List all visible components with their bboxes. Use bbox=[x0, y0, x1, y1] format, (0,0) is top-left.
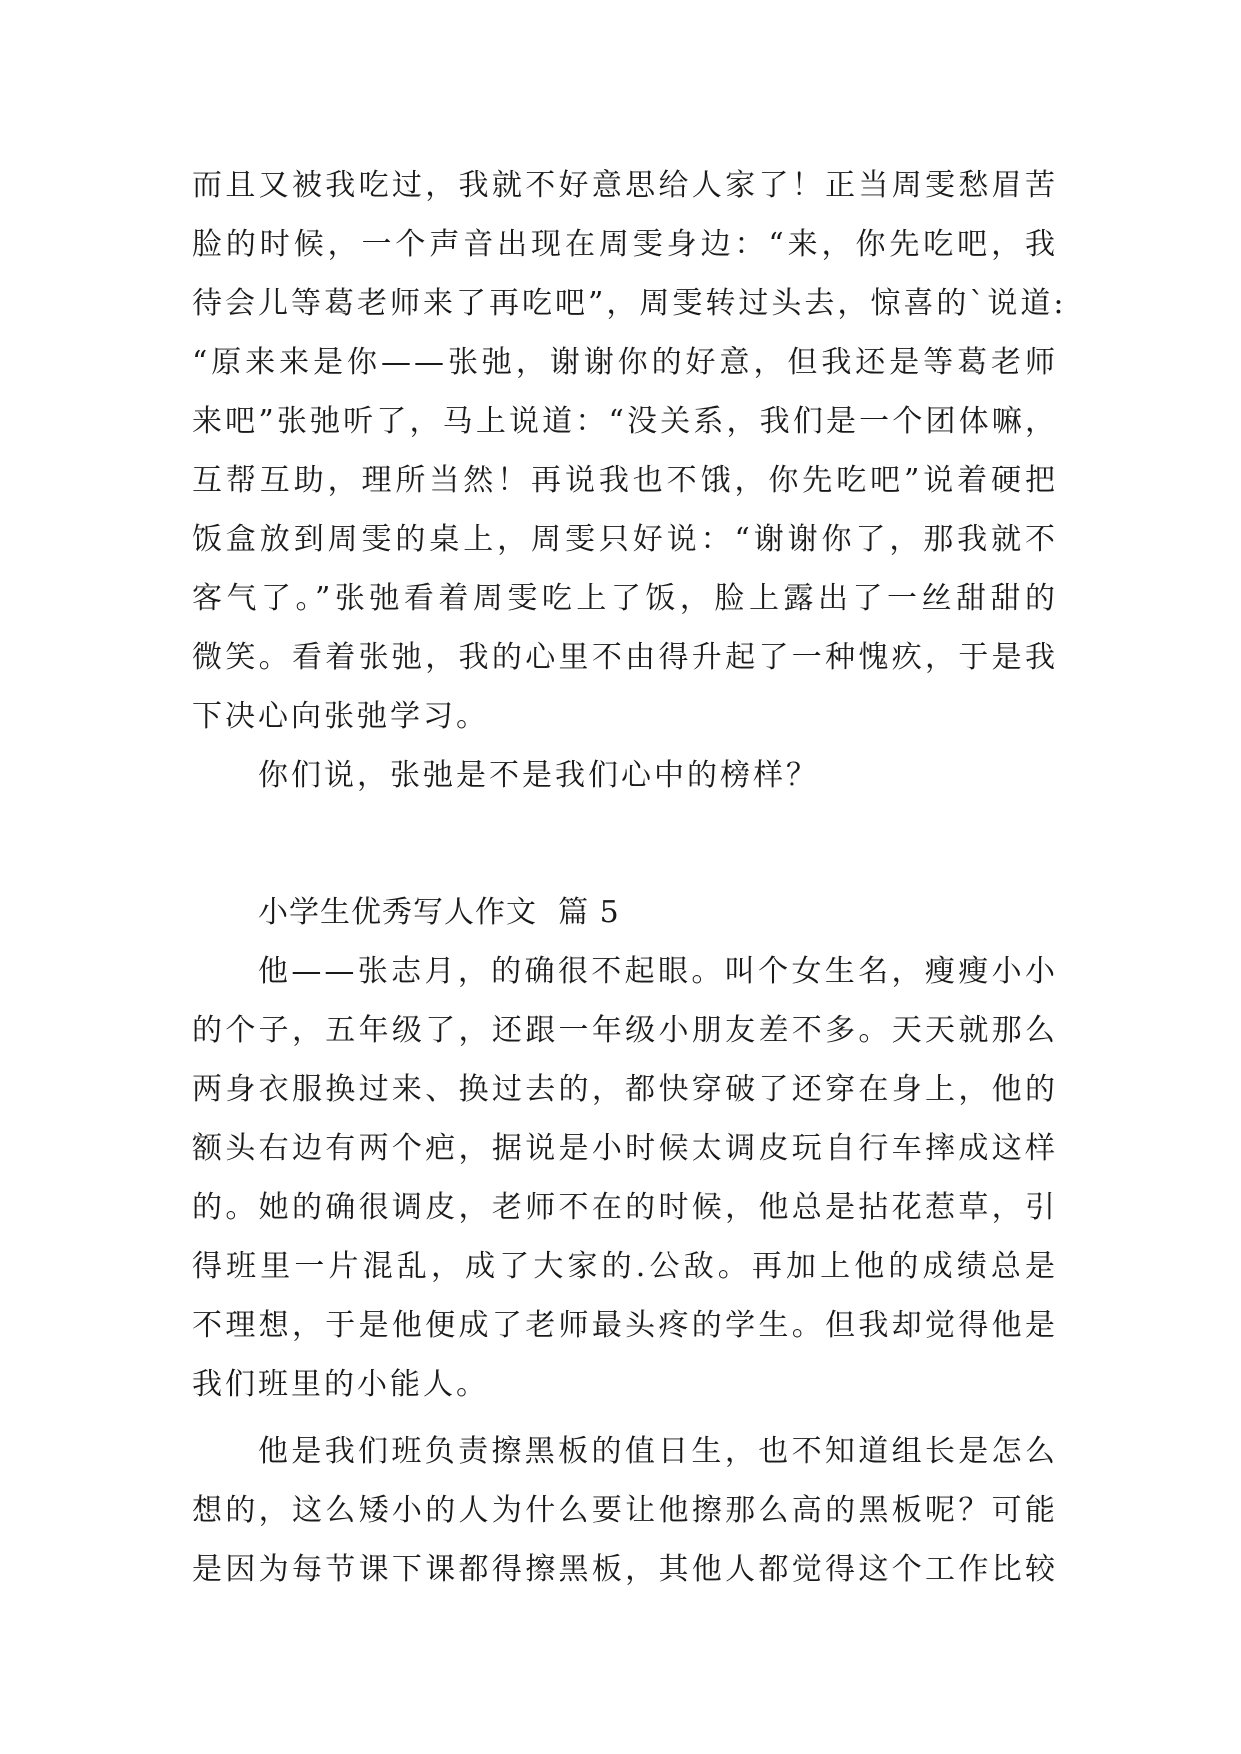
text-line: 两身衣服换过来、换过去的，都快穿破了还穿在身上，他的 bbox=[192, 1072, 1058, 1107]
text-line: 待会儿等葛老师来了再吃吧”，周雯转过头去，惊喜的`说道: bbox=[192, 286, 1067, 321]
text-line: 他——张志月，的确很不起眼。叫个女生名，瘦瘦小小 bbox=[258, 954, 1058, 989]
text-line: 想的，这么矮小的人为什么要让他擦那么高的黑板呢？可能 bbox=[192, 1493, 1058, 1528]
text-line: 客气了。”张弛看着周雯吃上了饭，脸上露出了一丝甜甜的 bbox=[192, 581, 1058, 616]
text-line: 而且又被我吃过，我就不好意思给人家了！正当周雯愁眉苦 bbox=[192, 168, 1058, 203]
text-line: “原来来是你——张弛，谢谢你的好意，但我还是等葛老师 bbox=[192, 345, 1058, 380]
text-line: 我们班里的小能人。 bbox=[192, 1367, 489, 1402]
paragraph-prev-story bbox=[192, 156, 1067, 746]
text-line: 不理想，于是他便成了老师最头疼的学生。但我却觉得他是 bbox=[192, 1308, 1058, 1343]
text-line: 他是我们班负责擦黑板的值日生，也不知道组长是怎么 bbox=[258, 1434, 1058, 1469]
text-line: 互帮互助，理所当然！再说我也不饿，你先吃吧”说着硬把 bbox=[192, 463, 1058, 498]
text-line: 是因为每节课下课都得擦黑板，其他人都觉得这个工作比较 bbox=[192, 1552, 1058, 1587]
paragraph-2 bbox=[192, 1422, 1058, 1599]
text-line: 来吧”张弛听了，马上说道：“没关系，我们是一个团体嘛， bbox=[192, 404, 1058, 439]
text-line: 脸的时候，一个声音出现在周雯身边：“来，你先吃吧，我 bbox=[192, 227, 1058, 262]
text-line: 饭盒放到周雯的桌上，周雯只好说：“谢谢你了，那我就不 bbox=[192, 522, 1058, 557]
text-line: 额头右边有两个疤，据说是小时候太调皮玩自行车摔成这样 bbox=[192, 1131, 1058, 1166]
text-line: 的。她的确很调皮，老师不在的时候，他总是拈花惹草，引 bbox=[192, 1190, 1058, 1225]
text-line: 下决心向张弛学习。 bbox=[192, 699, 489, 734]
section-spacer bbox=[192, 805, 1058, 883]
document-body bbox=[192, 156, 1067, 1599]
text-line: 得班里一片混乱，成了大家的.公敌。再加上他的成绩总是 bbox=[192, 1249, 1058, 1284]
text-line: 微笑。看着张弛，我的心里不由得升起了一种愧疚，于是我 bbox=[192, 640, 1058, 675]
text-line: 的个子，五年级了，还跟一年级小朋友差不多。天天就那么 bbox=[192, 1013, 1058, 1048]
paragraph-1 bbox=[192, 942, 1058, 1414]
section-heading: 小学生优秀写人作文 篇 5 bbox=[258, 895, 620, 930]
closing-paragraph: 你们说，张弛是不是我们心中的榜样？ bbox=[258, 758, 819, 793]
